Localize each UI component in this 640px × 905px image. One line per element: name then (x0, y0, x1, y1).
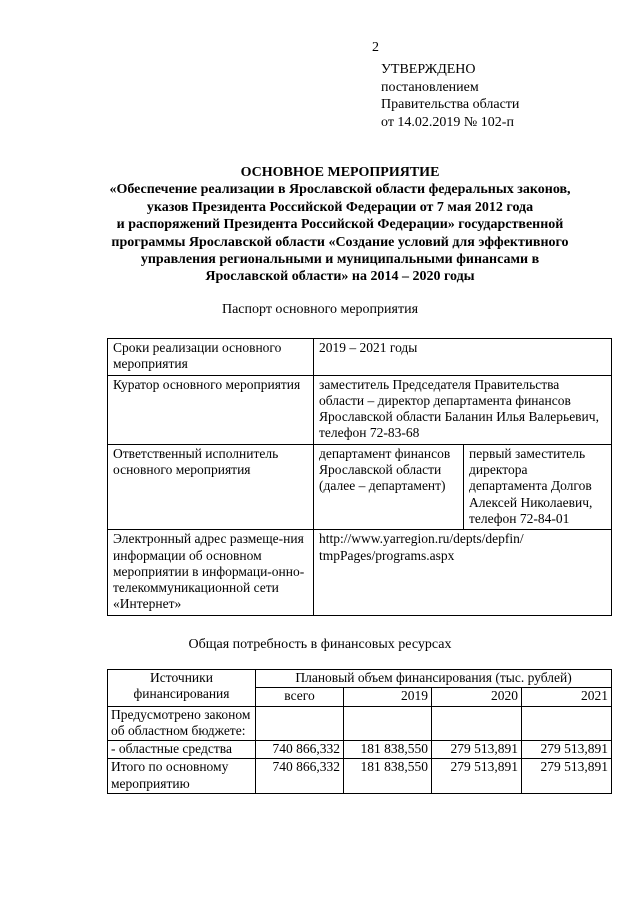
heading-line: «Обеспечение реализации в Ярославской области федеральных законов, (109, 182, 571, 198)
planned-header: Плановый объем финансирования (тыс. рублей) (256, 670, 612, 688)
heading-line: программы Ярославской области «Создание условий для эффективного (111, 234, 569, 250)
document-title: ОСНОВНОЕ МЕРОПРИЯТИЕ (240, 165, 440, 180)
heading-line: указов Президента Российской Федерации от 7 мая 2012 года (146, 199, 534, 215)
year-2020-header: 2020 (432, 688, 522, 706)
executor-label: Ответственный исполнитель основного мероприятия (108, 444, 314, 529)
regional-label: - областные средства (108, 741, 256, 759)
period-value: 2019 – 2021 годы (314, 339, 612, 376)
passport-caption: Паспорт основного мероприятия (221, 302, 419, 317)
page-number: 2 (372, 40, 379, 55)
heading-line: и распоряжений Президента Российской Федерации» государственной (116, 217, 564, 233)
sum-2019: 181 838,550 (344, 759, 432, 794)
sum-2021: 279 513,891 (522, 759, 612, 794)
approval-stamp (381, 61, 519, 131)
heading-line: управления региональными и муниципальными финансами в (140, 252, 540, 268)
total-header: всего (256, 688, 344, 706)
web-label: Электронный адрес размеще-ния информации об основном мероприятии в информаци-онно-телекоммуникационной сети «Интернет» (108, 530, 314, 616)
budget-label: Предусмотрено законом об областном бюджете: (108, 706, 256, 741)
table-row (108, 375, 612, 444)
table-row (108, 339, 612, 376)
executor-person: первый заместитель директора департамента Долгов Алексей Николаевич, телефон 72-84-01 (464, 444, 612, 529)
year-2021-header: 2021 (522, 688, 612, 706)
approval-line: от 14.02.2019 № 102-п (381, 114, 514, 130)
year-2019-header: 2019 (344, 688, 432, 706)
source-header: Источники финансирования (108, 670, 256, 707)
executor-org: департамент финансов Ярославской области (далее – департамент) (314, 444, 464, 529)
passport-table (107, 338, 612, 616)
web-link[interactable]: http://www.yarregion.ru/depts/depfin/ tmpPages/programs.aspx (314, 530, 612, 616)
table-row (108, 741, 612, 759)
empty-cell (344, 706, 432, 741)
curator-label: Куратор основного мероприятия (108, 375, 314, 444)
sum-total: 740 866,332 (256, 759, 344, 794)
approval-line: УТВЕРЖДЕНО (381, 62, 476, 77)
regional-2021: 279 513,891 (522, 741, 612, 759)
sum-label: Итого по основному мероприятию (108, 759, 256, 794)
table-row (108, 706, 612, 741)
table-row (108, 530, 612, 616)
document-heading (60, 164, 620, 286)
approval-line: постановлением (381, 79, 479, 95)
curator-value: заместитель Председателя Правительства области – директор департамента финансов Ярославской области Баланин Илья Валерьевич, телефон 72-83-68 (314, 375, 612, 444)
table-row (108, 444, 612, 529)
empty-cell (522, 706, 612, 741)
approval-line: Правительства области (381, 97, 520, 112)
regional-2019: 181 838,550 (344, 741, 432, 759)
sum-2020: 279 513,891 (432, 759, 522, 794)
table-row (108, 759, 612, 794)
regional-total: 740 866,332 (256, 741, 344, 759)
heading-line: Ярославской области» на 2014 – 2020 годы (205, 269, 475, 285)
period-label: Сроки реализации основного мероприятия (108, 339, 314, 376)
funding-table (107, 669, 612, 794)
funding-caption: Общая потребность в финансовых ресурсах (188, 637, 452, 652)
table-header-row (108, 670, 612, 688)
regional-2020: 279 513,891 (432, 741, 522, 759)
empty-cell (256, 706, 344, 741)
empty-cell (432, 706, 522, 741)
